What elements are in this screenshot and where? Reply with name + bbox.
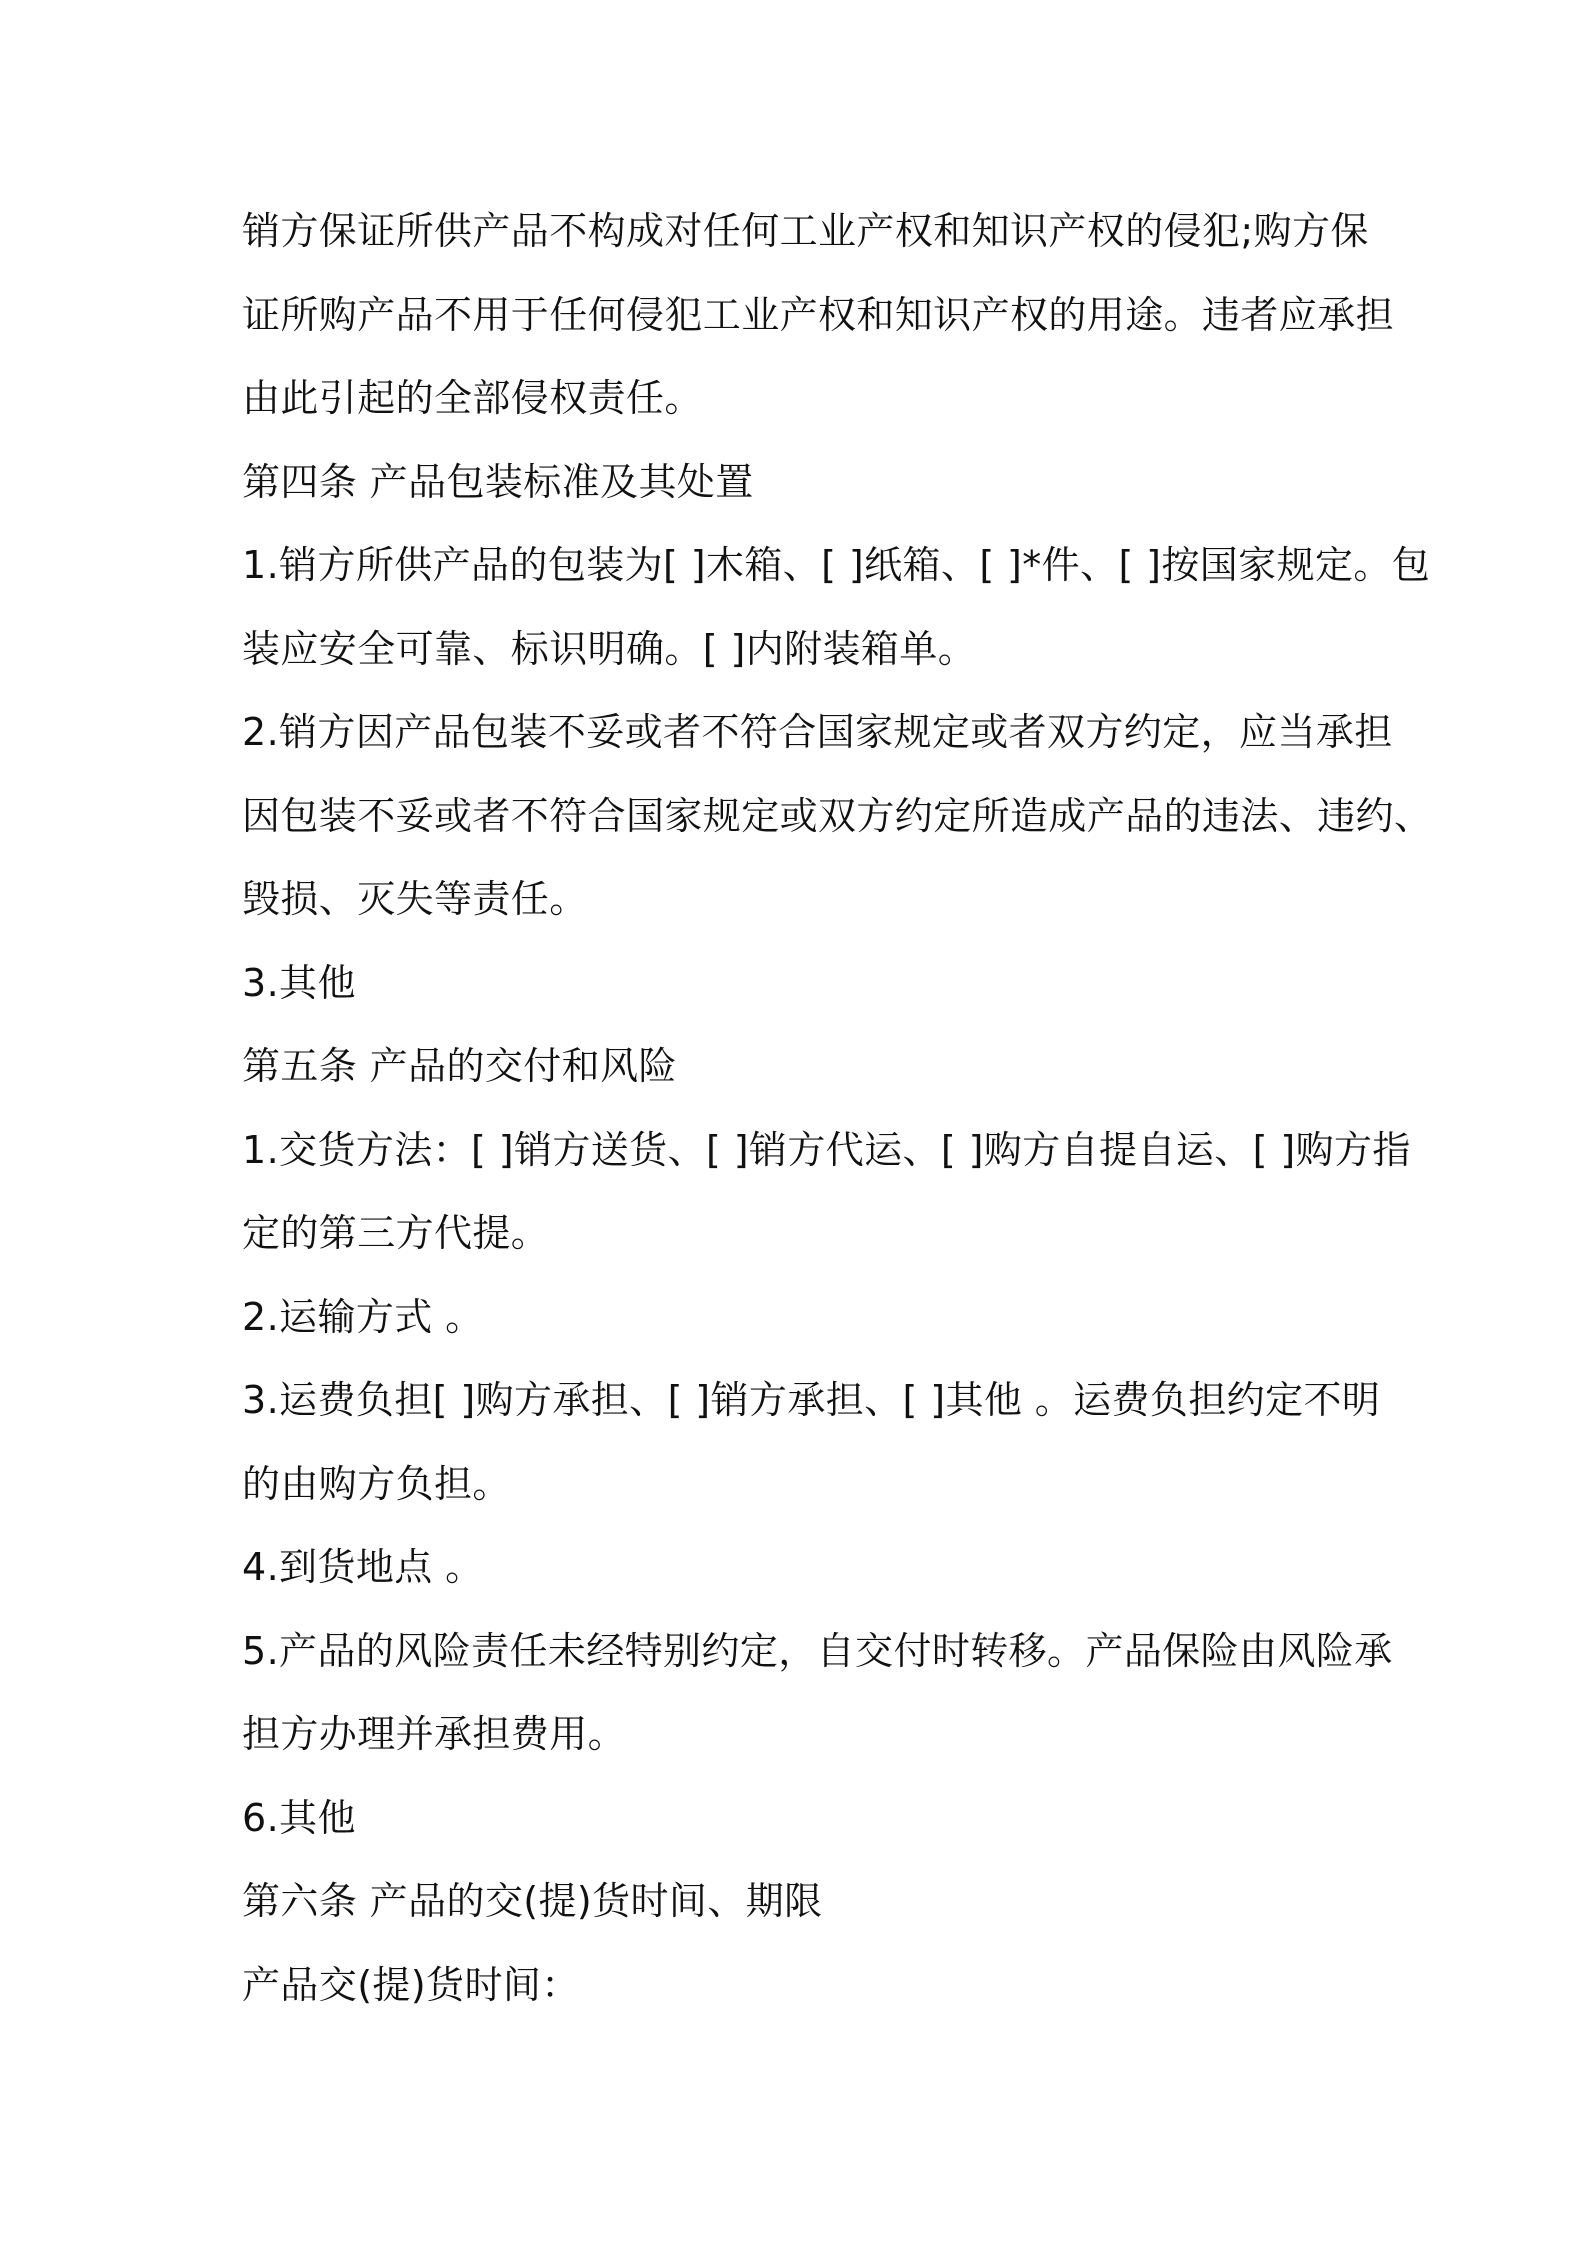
text-line: 1.销方所供产品的包装为[ ]木箱、[ ]纸箱、[ ]*件、[ ]按国家规定。包 <box>242 543 1431 587</box>
text-line: 6.其他 <box>242 1795 356 1840</box>
text-line: 由此引起的全部侵权责任。 <box>242 376 703 420</box>
text-line: 销方保证所供产品不构成对任何工业产权和知识产权的侵犯;购方保 <box>242 209 1369 253</box>
text-line: 产品交(提)货时间： <box>242 1962 580 2007</box>
section-heading: 第六条 产品的交(提)货时间、期限 <box>242 1879 823 1923</box>
text-line: 3.运费负担[ ]购方承担、[ ]销方承担、[ ]其他 。运费负担约定不明 <box>242 1378 1381 1422</box>
text-line: 定的第三方代提。 <box>242 1211 550 1255</box>
text-line: 4.到货地点 。 <box>242 1545 484 1589</box>
text-line: 3.其他 <box>242 960 356 1005</box>
text-line: 毁损、灭失等责任。 <box>242 877 588 921</box>
section-heading: 第四条 产品包装标准及其处置 <box>242 459 754 504</box>
section-heading: 第五条 产品的交付和风险 <box>242 1044 677 1088</box>
text-line: 装应安全可靠、标识明确。[ ]内附装箱单。 <box>242 626 977 671</box>
text-line: 证所购产品不用于任何侵犯工业产权和知识产权的用途。违者应承担 <box>242 292 1395 337</box>
text-line: 2.运输方式 。 <box>242 1294 484 1339</box>
text-line: 的由购方负担。 <box>242 1461 511 1506</box>
text-line: 5.产品的风险责任未经特别约定，自交付时转移。产品保险由风险承 <box>242 1628 1393 1673</box>
text-line: 因包装不妥或者不符合国家规定或双方约定所造成产品的违法、违约、 <box>242 793 1433 838</box>
text-line: 1.交货方法：[ ]销方送货、[ ]销方代运、[ ]购方自提自运、[ ]购方指 <box>242 1127 1411 1172</box>
text-line: 担方办理并承担费用。 <box>242 1712 627 1756</box>
document-body <box>242 200 1433 2037</box>
text-line: 2.销方因产品包装不妥或者不符合国家规定或者双方约定，应当承担 <box>242 710 1393 754</box>
